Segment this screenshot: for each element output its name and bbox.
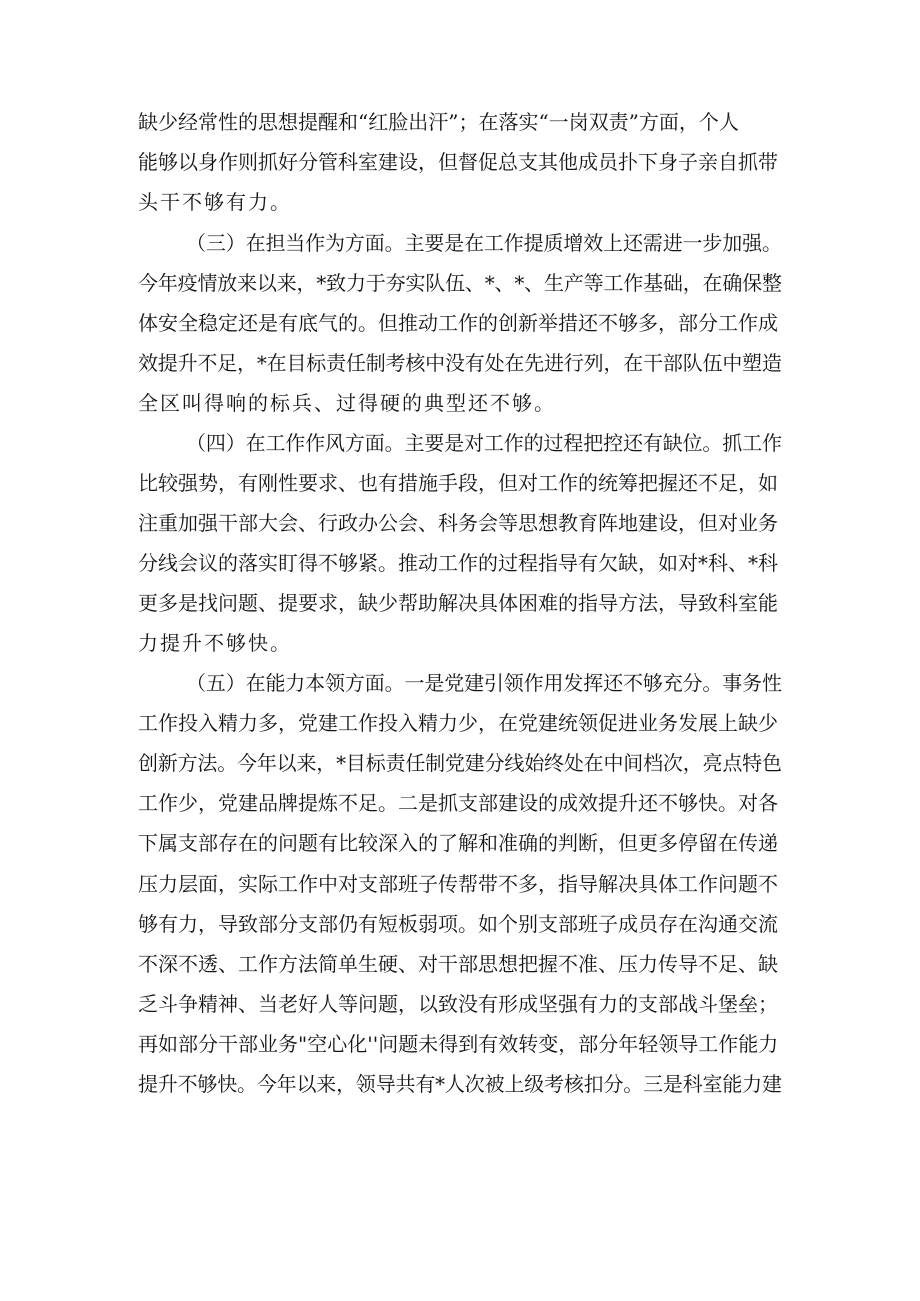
text-line: 创新方法。今年以来，*目标责任制党建分线始终处在中间档次，亮点特色 [138,751,782,775]
paragraph-heading-line: （三）在担当作为方面。主要是在工作提质增效上还需进一步加强。 [186,231,782,255]
text-line: 今年疫情放来以来，*致力于夯实队伍、*、*、生产等工作基础，在确保整 [138,271,782,295]
text-line: 够有力，导致部分支部仍有短板弱项。如个别支部班子成员存在沟通交流 [138,912,778,936]
text-line: 能够以身作则抓好分管科室建设，但督促总支其他成员扑下身子亲自抓带 [138,150,778,174]
text-line: 分线会议的落实盯得不够紧。推动工作的过程指导有欠缺，如对*科、*科 [138,551,778,575]
paragraph-heading-line: （四）在工作作风方面。主要是对工作的过程把控还有缺位。抓工作 [186,431,782,455]
text-line: 缺少经常性的思想提醒和“红脸出汗”；在落实“一岗双责”方面，个人 [138,110,739,134]
text-line: 效提升不足，*在目标责任制考核中没有处在先进行列，在干部队伍中塑造 [138,351,782,375]
text-line: 不深不透、工作方法简单生硬、对干部思想把握不准、压力传导不足、缺 [138,952,778,976]
text-line: 工作少，党建品牌提炼不足。二是抓支部建设的成效提升还不够快。对各 [138,791,778,815]
text-line: 比较强势，有刚性要求、也有措施手段，但对工作的统筹把握还不足，如 [138,471,778,495]
text-line: 全区叫得响的标兵、过得硬的典型还不够。 [138,391,556,415]
text-line: 乏斗争精神、当老好人等问题，以致没有形成坚强有力的支部战斗堡垒； [138,992,778,1016]
text-line: 更多是找问题、提要求，缺少帮助解决具体困难的指导方法，导致科室能 [138,591,778,615]
text-line: 体安全稳定还是有底气的。但推动工作的创新举措还不够多，部分工作成 [138,311,778,335]
paragraph-heading-line: （五）在能力本领方面。一是党建引领作用发挥还不够充分。事务性 [186,671,782,695]
text-line: 力提升不够快。 [138,631,292,655]
text-line: 提升不够快。今年以来，领导共有*人次被上级考核扣分。三是科室能力建 [138,1072,782,1096]
text-line: 注重加强干部大会、行政办公会、科务会等思想教育阵地建设，但对业务 [138,511,778,535]
text-line: 工作投入精力多，党建工作投入精力少，在党建统领促进业务发展上缺少 [138,711,778,735]
text-line: 头干不够有力。 [138,190,292,214]
text-line: 再如部分干部业务"空心化''问题未得到有效转变，部分年轻领导工作能力 [138,1032,779,1056]
text-line: 压力层面，实际工作中对支部班子传帮带不多，指导解决具体工作问题不 [138,872,778,896]
text-line: 下属支部存在的问题有比较深入的了解和准确的判断，但更多停留在传递 [138,831,778,855]
